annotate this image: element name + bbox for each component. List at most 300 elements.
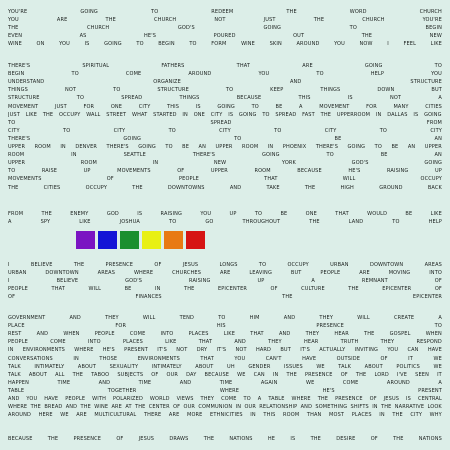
word: OCCUPY [85,184,108,191]
word: A [438,315,442,321]
word: CITY [324,127,337,134]
word: THE [309,219,320,226]
word: MANY [393,103,409,110]
word: INTO [160,331,174,338]
word: SPY [40,219,51,226]
word: THERE'S [192,152,216,159]
word: PEOPLE [65,396,86,402]
word: TABLE [8,387,25,394]
word: DENVER [75,144,98,150]
word: AN [198,144,206,150]
word: RAISING [386,168,409,175]
word: CHURCH [362,17,385,24]
word: GOING [424,111,442,118]
text-line [8,33,442,39]
text-line [8,87,442,93]
word: WHERE [8,404,28,411]
text-line [8,95,442,101]
word: THEY [200,396,215,402]
word: ABOUT [364,363,383,370]
word: OF [106,176,114,183]
word: AROUND [8,412,31,419]
word: OUT [293,33,305,40]
text-line [8,436,442,442]
word: TO [168,127,176,134]
word: TO [251,103,259,110]
word: GOING [138,144,156,150]
word: PRESENCE [305,371,333,378]
word: GO [205,219,214,226]
word: HIGH [340,184,354,191]
word: CAN [407,347,419,354]
text-line [8,286,442,292]
word: TIME [138,379,152,386]
word: HELP [428,219,442,226]
word: DOWNTOWN [45,270,79,277]
word: TO [76,95,85,102]
word: FROM [8,211,24,217]
word: FEEL [403,41,417,48]
word: COME [221,396,237,402]
word: HAVE [44,396,59,402]
word: CHURCH [154,17,177,24]
word: YOU [26,396,38,402]
word: IT'S [157,347,167,354]
word: RAISE [41,168,58,175]
word: HERE [38,412,53,419]
word: TALK [8,363,21,370]
word: ENVIRONMENTS [22,347,65,354]
word: IS [84,41,90,48]
word: THAN [306,412,322,419]
word: IS [347,95,353,102]
word: SOMETHING [315,404,348,411]
word: TO [374,144,382,150]
text-line [8,380,442,386]
text-line [8,128,442,134]
word: BECAUSE [297,168,322,175]
word: BELIEVE [56,278,79,285]
word: AND [69,315,81,321]
word: OF [434,286,442,293]
word: WITH [92,396,106,402]
word: REST [8,331,22,338]
word: CITY [8,127,20,134]
word: MORE [186,412,203,419]
word: THE [42,111,54,118]
word: CONVERSATIONS [8,355,53,362]
word: THE [286,371,297,378]
word: AROUND [386,379,410,386]
word: HAVE [302,355,317,362]
word: JOSHUA [119,219,140,226]
word: IN [375,111,382,118]
word: AND [36,331,49,338]
word: LORD [374,371,389,378]
word: BE [280,211,288,217]
word: UPPER [215,144,233,150]
word: ENVIRONMENTS [137,355,180,362]
word: THAT [264,176,278,183]
word: THINGS [179,95,200,102]
word: ACTUALLY [319,347,346,354]
word: JESUS [383,396,400,402]
word: IT [437,371,442,378]
word: IN [71,152,77,159]
word: TEND [179,315,195,321]
word: MOVEMENTS [117,168,151,175]
word: GOVERNMENT [8,315,46,321]
word: WHY [429,412,442,419]
word: NEW [429,33,442,40]
word: COME [50,339,66,346]
word: FORM [211,41,227,48]
color-swatch [186,231,205,249]
word: TO [8,119,16,126]
word: THE [393,436,404,442]
word: HE'S [322,387,335,394]
word: CITY [210,111,223,118]
text-line [8,294,442,300]
word: RAISING [160,211,183,217]
word: AND [98,379,111,386]
word: WOULD [367,211,388,217]
word: IN [152,160,159,167]
word: WHEN [63,331,80,338]
word: ROOM [80,160,98,167]
word: WINE [241,41,255,48]
word: COMMUNION [198,404,233,411]
word: STRUCTURE [410,79,442,86]
word: OF [380,355,388,362]
word: FOR [115,323,127,330]
word: LAND [348,219,364,226]
word: PHOENIX [282,144,307,150]
word: OF [8,294,16,301]
word: SUBJECTS [117,371,144,378]
word: CITY [138,103,151,110]
word: UPPER [210,168,228,175]
word: THERE'S [315,144,339,150]
word: OF [370,436,378,442]
word: FINANCES [135,294,162,301]
word: LOOK [427,404,442,411]
word: EPICENTER [217,286,248,293]
word: AN [407,144,416,150]
word: WHERE [291,396,311,402]
word: PEOPLE [8,286,28,293]
word: PEOPLE [178,176,199,183]
word: BUT [280,347,291,354]
text-line [8,104,442,110]
word: THERE [143,412,162,419]
word: WE [237,371,246,378]
word: NOT [235,347,247,354]
word: AND [234,339,246,346]
word: YOU'RE [8,9,28,15]
word: PRESENCE [73,436,102,442]
word: GOING [424,160,442,167]
word: STRUCTURE [8,95,40,102]
word: JUST [54,103,67,110]
word: UP [257,278,265,285]
text-line [8,412,442,418]
word: A [438,379,442,386]
word: THE [30,404,41,411]
word: THIS [263,412,276,419]
word: CITY [219,127,231,134]
word: IN [8,347,14,354]
word: YOU [431,71,442,78]
word: MOVEMENT [8,103,39,110]
word: PEOPLE [94,331,115,338]
word: THAT [250,331,264,338]
word: NOT [389,95,402,102]
word: AROUND [188,71,212,78]
word: INTIMATELY [151,363,182,370]
word: CULTURE [301,286,325,293]
word: POURED [213,33,236,40]
word: TO [113,87,121,94]
word: DESIRE [336,436,356,442]
word: TO [136,41,144,48]
word: ARE [359,270,370,277]
word: THEY [268,339,282,346]
text-line [8,396,442,402]
word: CAN'T [265,355,282,362]
word: ORGANIZE [153,79,181,86]
text-line [8,168,442,174]
word: THERE'S [8,63,31,69]
word: THEY [380,339,395,346]
word: THE [105,17,116,24]
word: BECAUSE [204,371,230,378]
word: URBAN [330,262,349,268]
word: TO [434,63,442,69]
word: UP [434,168,442,175]
word: TALK [8,371,21,378]
color-swatch [76,231,95,249]
word: UPPER [8,160,26,167]
word: COME [125,71,142,78]
word: I [387,41,389,48]
word: ABOUT [28,371,48,378]
word: IN [379,412,385,419]
word: WINE [8,41,22,48]
word: NOT [214,17,226,24]
word: IN [372,404,378,411]
word: HE'S [348,168,361,175]
word: YOU [387,347,399,354]
word: BE [275,103,283,110]
word: UP [229,211,237,217]
word: ARE [56,17,68,24]
text-line [8,331,442,337]
word: INTIMATELY [34,363,65,370]
word: NOW [359,41,373,48]
text-line [8,388,442,394]
word: PLACES [188,331,209,338]
word: BUT [431,87,442,94]
word: UH [227,363,235,370]
text-line [8,270,442,276]
word: OF [116,436,124,442]
word: DRY [196,347,208,354]
word: THE [203,436,215,442]
word: OCCUPY [59,111,81,118]
word: JESUS [138,436,155,442]
word: PEOPLE [8,339,28,346]
word: JUST [263,17,276,24]
word: PLACE [8,323,25,330]
word: THE [361,33,373,40]
text-line [8,356,442,362]
word: SHIFTS [350,404,369,411]
text-line [8,211,442,217]
color-swatch [142,231,161,249]
word: IN [182,111,188,118]
word: ONE [110,103,123,110]
word: IN [60,144,66,150]
word: PLACES [351,412,372,419]
word: DOWN [377,87,395,94]
word: TO [218,315,226,321]
word: STREET [106,111,127,118]
word: UP [83,168,91,175]
word: AND [8,396,20,402]
word: WINE [94,404,109,411]
word: WILL [357,315,370,321]
word: IS [195,103,201,110]
word: WHEN [425,331,442,338]
word: DAY [186,371,197,378]
word: CAN [253,371,265,378]
word: SEATTLE [123,152,146,159]
word: TALK [338,363,352,370]
word: YOU [200,211,212,217]
word: TAKE [266,184,280,191]
text-line [8,9,442,15]
word: VIEWS [176,396,194,402]
word: PRESENT [418,387,442,394]
word: AGAIN [260,379,278,386]
word: MOST [329,412,345,419]
word: TO [243,396,251,402]
word: WE [433,363,442,370]
word: YOU [334,41,345,48]
word: HARD [255,347,272,354]
word: AT [125,404,132,411]
color-swatch [98,231,117,249]
text-line [8,71,442,77]
word: MOVEMENTS [8,176,42,183]
word: LIKE [223,331,236,338]
word: CITY [113,127,126,134]
word: KEEP [270,87,284,94]
word: EVEN [8,33,23,40]
word: OF [154,262,162,268]
word: EPICENTER [412,294,442,301]
word: IS [413,111,419,118]
word: LIKE [430,41,442,48]
word: TO [254,211,263,217]
word: ARE [76,412,87,419]
word: THE [184,286,195,293]
word: SPREAD [210,119,232,126]
word: NARRATIVE [394,404,425,411]
word: DRAWS [169,436,189,442]
word: IS [228,111,234,118]
word: STARTED [153,111,177,118]
word: SPREAD [275,111,297,118]
word: BE [124,286,132,293]
word: TO [234,135,242,142]
word: A [299,103,303,110]
word: HAPPEN [8,379,30,386]
word: AREAS [424,262,442,268]
word: ABOUT [195,363,214,370]
word: ETHNICITIES [210,412,243,419]
word: WHAT [132,111,148,118]
word: GOD'S [177,25,195,32]
text-line [8,262,442,268]
word: UNDERSTAND [8,79,45,86]
word: THROUGHOUT [242,219,281,226]
word: FOR [83,103,95,110]
word: URBAN [8,270,27,277]
word: THAT [236,63,251,69]
text-line [8,25,442,31]
word: DALLAS [387,111,408,118]
word: IS [137,211,143,217]
word: WORD [349,9,367,15]
word: NOT [64,87,77,94]
word: TO [258,262,267,268]
color-swatch-strip [76,231,205,249]
word: GENDER [248,363,271,370]
word: WILL [142,315,156,321]
word: THAT [51,286,65,293]
word: BUT [290,270,302,277]
word: ENEMY [70,211,89,217]
word: NEW [213,160,227,167]
word: TO [225,87,234,94]
word: THE [348,286,359,293]
word: TO [316,71,324,78]
word: THE [310,436,321,442]
word: JUST [8,111,20,118]
word: WHERE [219,387,240,394]
word: ROOM [34,144,51,150]
word: FROM [426,119,442,126]
word: I'VE [397,371,408,378]
word: ARE [302,63,313,69]
word: IN [154,286,161,293]
word: A [257,396,262,402]
word: REMNANT [361,278,388,285]
word: DOWNTOWNS [167,184,205,191]
word: BECAUSE [236,95,262,102]
word: LIKE [25,111,38,118]
text-line [8,185,442,191]
word: BEGIN [158,41,175,48]
word: INTO [87,339,101,346]
word: THERE'S [106,144,129,150]
word: INVITING [354,347,379,354]
word: BACK [427,184,442,191]
word: SPREAD [121,95,143,102]
word: THEY [105,315,119,321]
